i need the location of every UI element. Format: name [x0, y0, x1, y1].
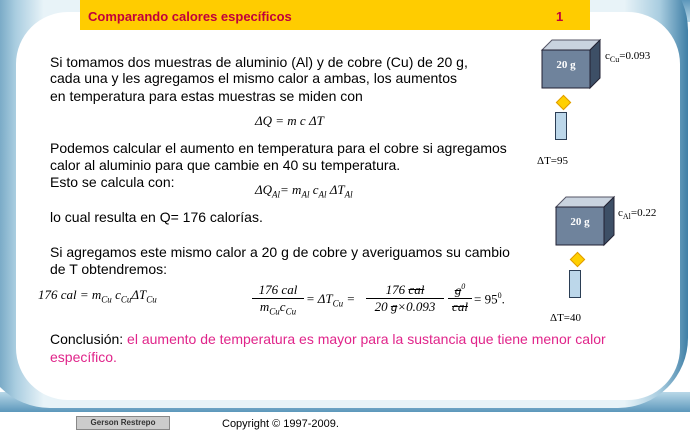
equation-delta-t-copper: = $\Delta T_{Cu}$ =	[306, 291, 356, 309]
equation-heat: ΔQ = m c ΔT	[255, 113, 324, 128]
equation-aluminum: $\Delta Q_{Al}= m_{Al}$ $c_{Al}$ $\Delta T_{Al}$	[255, 182, 353, 200]
paragraph2-line2: calor al aluminio para que cambie en 40 su temperatura.	[50, 157, 401, 173]
result-line: lo cual resulta en Q= 176 calorías.	[50, 209, 263, 225]
fraction-units: $g^0$ cal	[448, 282, 472, 315]
fraction-numeric: 176 cal 20 g×0.093	[366, 282, 444, 315]
paragraph3-line2: de T obtendremos:	[50, 261, 168, 277]
paragraph1-line2: cada una y les agregamos el mismo calor a ambas, los aumentos	[50, 70, 457, 86]
paragraph3-line1: Si agregamos este mismo calor a 20 g de cobre y averiguamos su cambio	[50, 244, 510, 260]
aluminum-specific-heat: $c_{Al}=0.22$	[618, 207, 657, 222]
paragraph1-line1: Si tomamos dos muestras de aluminio (Al) y de cobre (Cu) de 20 g,	[50, 54, 468, 70]
paragraph2-line1: Podemos calcular el aumento en temperatura para el cobre si agregamos	[50, 140, 507, 156]
conclusion	[50, 330, 670, 366]
aluminum-mass-label: 20 g	[570, 216, 590, 228]
author-badge: Gerson Restrepo	[76, 416, 170, 430]
paragraph1-line3: en temperatura para estas muestras se miden con	[50, 88, 363, 104]
fraction-heat-over-mc: 176 cal $m_{Cu}c_{Cu}$	[252, 282, 304, 317]
aluminum-burner-icon	[569, 270, 581, 298]
copyright: Copyright © 1997-2009.	[222, 418, 339, 430]
conclusion-text: el aumento de temperatura es mayor para la sustancia que tiene menor calor específico.	[50, 331, 606, 365]
aluminum-block-icon	[554, 195, 616, 247]
copper-delta-t: ΔT=95	[537, 155, 568, 167]
copper-specific-heat: $c_{Cu}=0.093$	[605, 50, 651, 65]
equation-copper: 176 cal = $m_{Cu}$ $c_{Cu}\Delta T_{Cu}$	[38, 287, 157, 305]
aluminum-delta-t: ΔT=40	[550, 312, 581, 324]
copper-block-icon	[540, 38, 602, 90]
conclusion-label: Conclusión:	[50, 331, 128, 347]
paragraph2-line3: Esto se calcula con:	[50, 174, 175, 190]
slide-title: Comparando calores específicos	[88, 9, 292, 24]
page-number: 1	[556, 9, 564, 24]
equation-result: = $95^0$.	[474, 291, 505, 307]
copper-mass-label: 20 g	[556, 59, 576, 71]
copper-burner-icon	[555, 112, 567, 140]
